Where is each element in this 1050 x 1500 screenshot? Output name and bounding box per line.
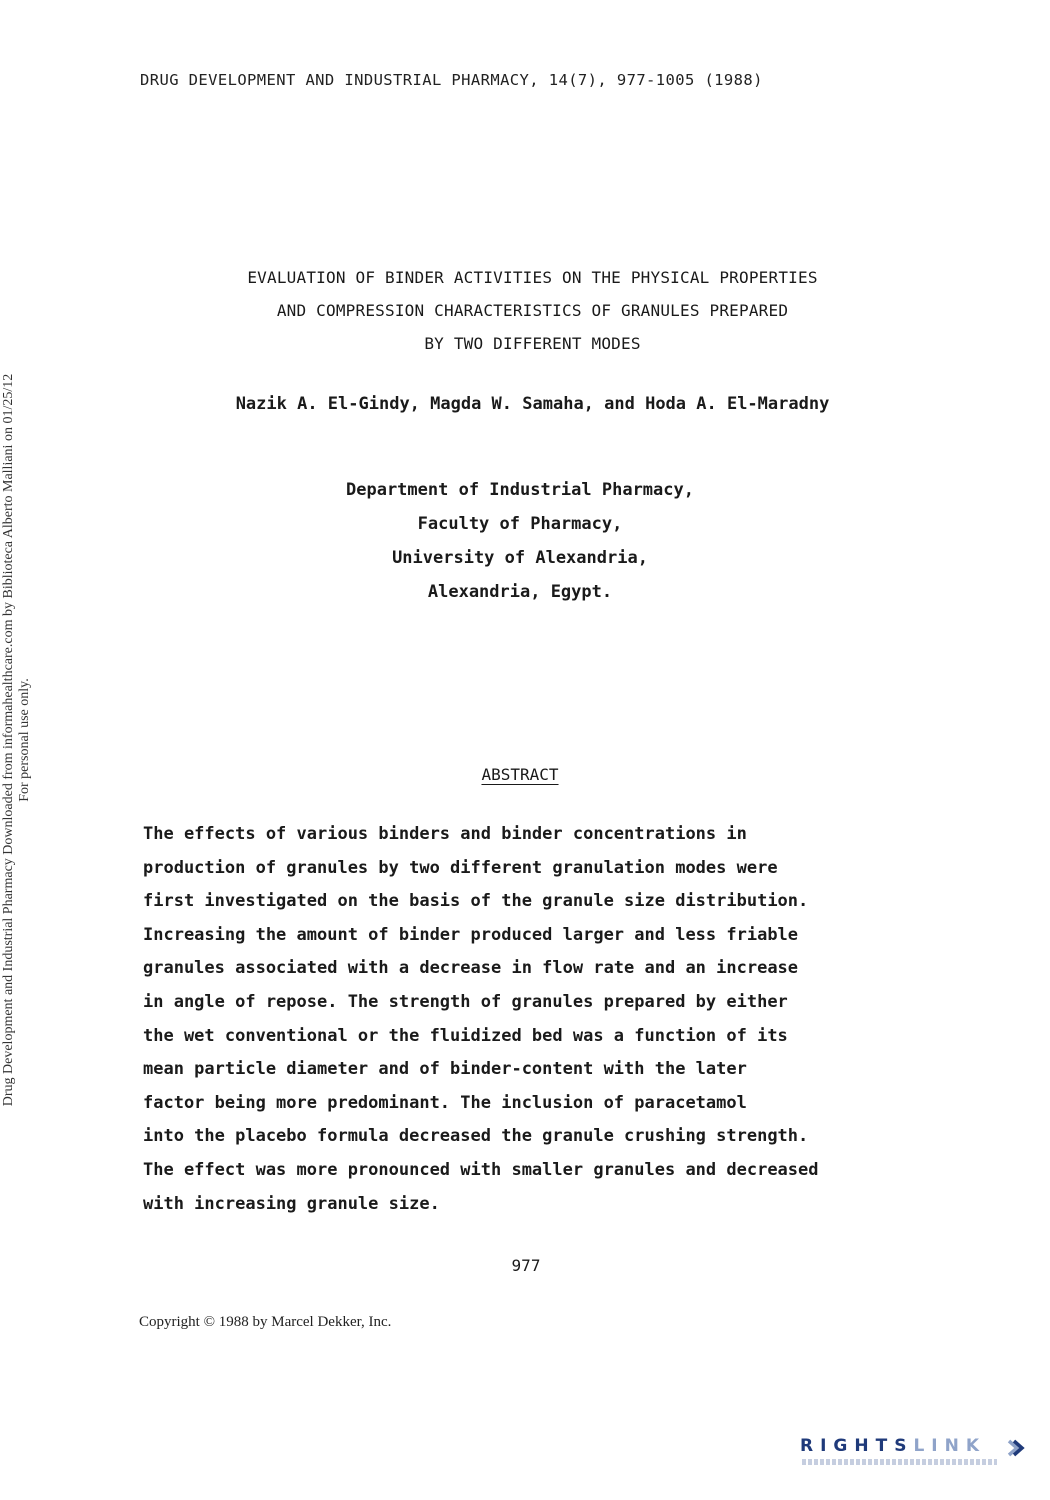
copyright-notice: Copyright © 1988 by Marcel Dekker, Inc. [139,1314,392,1330]
chevron-icon [1005,1438,1025,1458]
logo-tagline [802,1459,997,1465]
author-list: Nazik A. El-Gindy, Magda W. Samaha, and Hoda A. El-Maradny [235,394,830,414]
affiliation-line: Faculty of Pharmacy, [417,514,623,534]
download-watermark [1,300,33,1180]
abstract-line: first investigated on the basis of the granule size distribution. [143,891,809,912]
title-line: BY TWO DIFFERENT MODES [424,334,641,353]
page-number: 977 [511,1256,541,1275]
abstract-line: in angle of repose. The strength of granules prepared by either [143,991,788,1012]
abstract-line: granules associated with a decrease in flow rate and an increase [143,958,799,979]
watermark-line: For personal use only. [17,678,32,802]
journal-header: DRUG DEVELOPMENT AND INDUSTRIAL PHARMACY, 14(7), 977-1005 (1988) [140,71,763,89]
affiliation-line: Department of Industrial Pharmacy, [346,480,694,500]
abstract-heading-text: ABSTRACT [481,765,559,784]
watermark-line: Drug Development and Industrial Pharmacy Downloaded from informahealthcare.com by Biblioteca Alberto Malliani on 01/25/12 [1,373,16,1107]
affiliation-line: University of Alexandria, [392,548,648,568]
logo-rights-text: RIGHTS [800,1436,914,1456]
abstract-line: production of granules by two different granulation modes were [143,857,778,878]
abstract-line: with increasing granule size. [143,1193,440,1214]
article-title [0,261,1050,360]
logo-wordmark [800,1436,986,1456]
abstract-line: into the placebo formula decreased the granule crushing strength. [143,1126,809,1147]
abstract-line: mean particle diameter and of binder-content with the later [143,1059,747,1080]
logo-link-text: LINK [913,1436,986,1456]
abstract-line: The effects of various binders and binder concentrations in [143,824,747,844]
abstract-line: factor being more predominant. The inclusion of paracetamol [143,1092,747,1113]
abstract-line: The effect was more pronounced with smaller granules and decreased [143,1159,819,1180]
abstract-heading [0,765,1040,784]
abstract-body [143,818,943,1221]
abstract-line: the wet conventional or the fluidized bed was a function of its [143,1025,788,1046]
title-line: EVALUATION OF BINDER ACTIVITIES ON THE PHYSICAL PROPERTIES [247,268,818,287]
abstract-line: Increasing the amount of binder produced larger and less friable [143,924,799,945]
affiliation-line: Alexandria, Egypt. [427,582,613,602]
title-line: AND COMPRESSION CHARACTERISTICS OF GRANULES PREPARED [276,301,789,320]
rightslink-logo[interactable] [800,1436,1030,1476]
affiliation [0,473,1040,609]
